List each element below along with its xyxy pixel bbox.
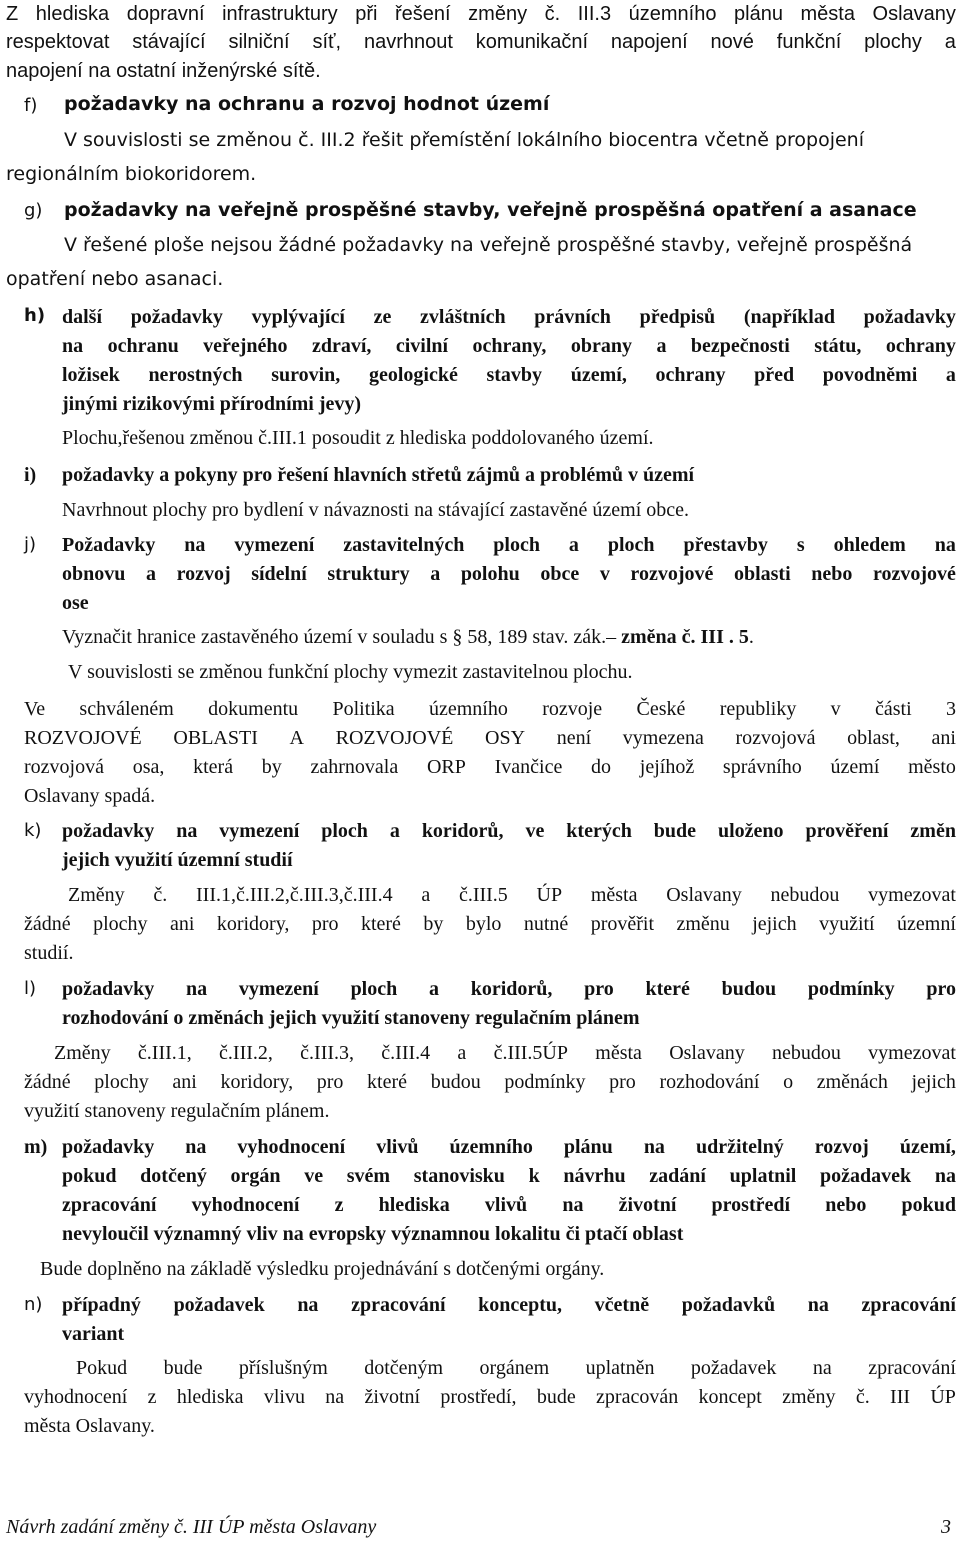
politika-line-4: Oslavany spadá.	[24, 785, 156, 807]
intro-line-1: Z hlediska dopravní infrastruktury při řešení změny č. III.3 územního plánu města Oslavany	[6, 3, 956, 25]
section-f-marker: f)	[24, 95, 38, 116]
section-j-change-ref: změna č. III . 5	[621, 626, 749, 648]
section-l-heading-2: rozhodování o změnách jejich využití stanoveny regulačním plánem	[62, 1007, 640, 1029]
section-n-line-1: Pokud bude příslušným dotčeným orgánem uplatněn požadavek na zpracování	[76, 1357, 956, 1379]
section-j-heading-2: obnovu a rozvoj sídelní struktury a polohu obce v rozvojové oblasti nebo rozvojové	[62, 563, 956, 585]
section-j-heading-1: Požadavky na vymezení zastavitelných ploch a ploch přestavby s ohledem na	[62, 534, 956, 556]
page-number: 3	[941, 1516, 951, 1538]
section-i-line-1: Navrhnout plochy pro bydlení v návaznosti na stávající zastavěné území obce.	[62, 499, 690, 521]
section-g-heading: požadavky na veřejně prospěšné stavby, veřejně prospěšná opatření a asanace	[64, 199, 917, 221]
politika-line-3: rozvojová osa, která by zahrnovala ORP Ivančice do jejíhož správního území město	[24, 756, 956, 778]
section-h-heading-2: na ochranu veřejného zdraví, civilní ochrany, obrany a bezpečnosti státu, ochrany	[62, 335, 956, 357]
section-i-marker: i)	[24, 464, 37, 486]
section-k-marker: k)	[24, 820, 42, 841]
intro-line-2: respektovat stávající silniční síť, navrhnout komunikační napojení nové funkční plochy a	[6, 31, 956, 53]
section-h-marker: h)	[24, 305, 46, 326]
section-k-line-3: studií.	[24, 942, 74, 964]
section-g-line-2: opatření nebo asanaci.	[6, 268, 224, 290]
section-f-heading: požadavky na ochranu a rozvoj hodnot území	[64, 93, 550, 115]
politika-line-1: Ve schváleném dokumentu Politika územního rozvoje České republiky v části 3	[24, 698, 956, 720]
section-m-heading-2: pokud dotčený orgán ve svém stanovisku k návrhu zadání uplatnil požadavek na	[62, 1165, 956, 1187]
section-j-line-1: Vyznačit hranice zastavěného území v souladu s § 58, 189 stav. zák.– změna č. III . 5.	[62, 626, 754, 648]
section-l-heading-1: požadavky na vymezení ploch a koridorů, pro které budou podmínky pro	[62, 978, 956, 1000]
section-l-marker: l)	[24, 978, 37, 999]
section-m-heading-3: zpracování vyhodnocení z hlediska vlivů na životní prostředí nebo pokud	[62, 1194, 956, 1216]
section-m-heading-1: požadavky na vyhodnocení vlivů územního plánu na udržitelný rozvoj území,	[62, 1136, 956, 1158]
section-k-heading-1: požadavky na vymezení ploch a koridorů, ve kterých bude uloženo prověření změn	[62, 820, 956, 842]
section-h-heading-3: ložisek nerostných surovin, geologické stavby území, ochrany před povodněmi a	[62, 364, 956, 386]
section-l-line-1: Změny č.III.1, č.III.2, č.III.3, č.III.4 a č.III.5ÚP města Oslavany nebudou vymezovat	[54, 1042, 956, 1064]
section-n-marker: n)	[24, 1294, 43, 1315]
section-m-line-1: Bude doplněno na základě výsledku projednávání s dotčenými orgány.	[40, 1258, 605, 1280]
section-k-heading-2: jejich využití územní studií	[62, 849, 293, 871]
section-k-line-1: Změny č. III.1,č.III.2,č.III.3,č.III.4 a č.III.5 ÚP města Oslavany nebudou vymezovat	[68, 884, 956, 906]
section-f-line-1: V souvislosti se změnou č. III.2 řešit přemístění lokálního biocentra včetně propojení	[64, 129, 864, 151]
section-h-heading-4: jinými rizikovými přírodními jevy)	[62, 393, 362, 415]
section-h-heading-1: další požadavky vyplývající ze zvláštních právních předpisů (například požadavky	[62, 306, 956, 328]
section-l-line-3: využití stanoveny regulačním plánem.	[24, 1100, 330, 1122]
section-j-marker: j)	[24, 534, 37, 555]
section-n-heading-1: případný požadavek na zpracování konceptu, včetně požadavků na zpracování	[62, 1294, 956, 1316]
section-j-line-2: V souvislosti se změnou funkční plochy vymezit zastavitelnou plochu.	[68, 661, 633, 683]
section-l-line-2: žádné plochy ani koridory, pro které budou podmínky pro rozhodování o změnách jejich	[24, 1071, 956, 1093]
section-f-line-2: regionálním biokoridorem.	[6, 163, 257, 185]
section-k-line-2: žádné plochy ani koridory, pro které by bylo nutné prověřit změnu jejich využití územní	[24, 913, 956, 935]
section-n-heading-2: variant	[62, 1323, 125, 1345]
footer-title: Návrh zadání změny č. III ÚP města Oslavany	[6, 1516, 377, 1538]
section-h-line-1: Plochu,řešenou změnou č.III.1 posoudit z hlediska poddolovaného území.	[62, 427, 654, 449]
section-m-heading-4: nevyloučil významný vliv na evropsky významnou lokalitu či ptačí oblast	[62, 1223, 684, 1245]
section-n-line-3: města Oslavany.	[24, 1415, 155, 1437]
section-j-heading-3: ose	[62, 592, 89, 614]
politika-line-2: ROZVOJOVÉ OBLASTI A ROZVOJOVÉ OSY není vymezena rozvojová oblast, ani	[24, 727, 956, 749]
section-g-marker: g)	[24, 200, 43, 221]
section-i-heading: požadavky a pokyny pro řešení hlavních střetů zájmů a problémů v území	[62, 464, 695, 486]
section-g-line-1: V řešené ploše nejsou žádné požadavky na veřejně prospěšné stavby, veřejně prospěšná	[64, 234, 913, 256]
section-m-marker: m)	[24, 1136, 48, 1158]
intro-line-3: napojení na ostatní inženýrské sítě.	[6, 60, 321, 82]
section-n-line-2: vyhodnocení z hlediska vlivu na životní prostředí, bude zpracován koncept změny č. III ÚP	[24, 1386, 956, 1408]
